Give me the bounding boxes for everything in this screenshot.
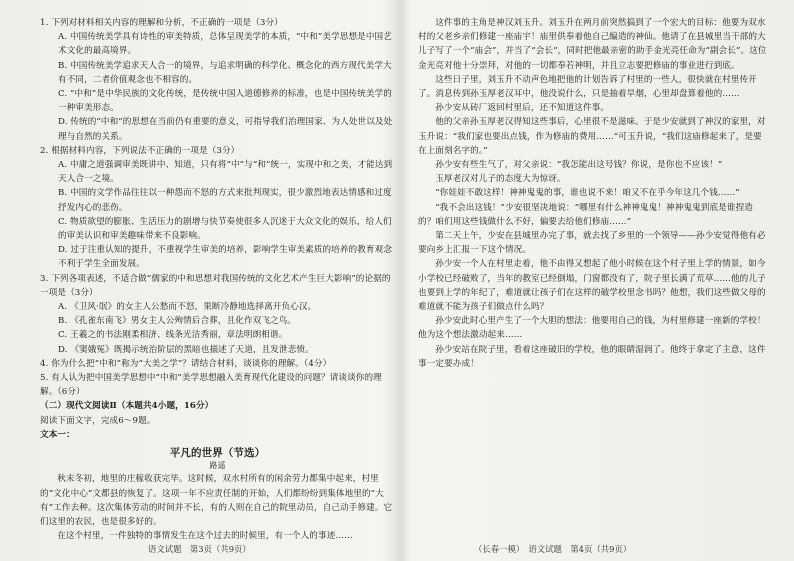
option-1d: D. 传统的“中和”的思想在当前仍有重要的意义，可指导我们治理国家、为人处世以及处理与自然的关系。	[58, 117, 393, 142]
option-2c: C. 物质欲望的膨胀、生活压力的剧增与快节奏使很多人沉迷于大众文化的娱乐，给人们的审美认识和审美趣味带来不良影响。	[58, 216, 392, 242]
question-2: 2. 根据材料内容，下列说法不正确的一项是（3分）	[40, 145, 240, 156]
option-2a: A. 中庸之道强调审美既讲中、知道，只有将“中”与“和”统一，实现中和之美，才能达到天人合一之境。	[58, 160, 393, 185]
story-paragraph: “我不会出这钱！”少安很坚决地说：“哪里有什么神神鬼鬼！神神鬼鬼到底是谁捏造的？咱们用这些钱做什么不好，偏要去给他们修庙……”	[418, 202, 753, 227]
option-1b: B. 中国传统美学追求天人合一的境界，与追求明确的科学化、概念化的西方现代美学大有不同，二者价值观念也不相容的。	[58, 60, 392, 85]
page-footer-left: 语文试题 第3页（共9页）	[148, 544, 251, 554]
question-4: 4. 你为什么把“中和”称为“大美之学”？请结合材料，谈谈你的理解。（4分）	[40, 358, 332, 369]
story-paragraph: 孙少安有些生气了，对父亲说：“我怎能出这号钱？你说，是你也不应该！”	[435, 160, 723, 171]
story-paragraph: 秋末冬初，地里的庄稼收获完毕。这时候，双水村所有的闲余劳力都集中起来，村里的“文化中心”文都县的恢复了。这项一年不应责任制的开始，人们都纷纷到集体地里的“大有”工作去种。这次集体劳动的时间并不长，有的人则在自己的院里动员，自己动手修建。它们这里的农民，也是很多好的。	[40, 474, 393, 527]
story-paragraph: 孙少安此时心里产生了一个大胆的想法：他要用自己的钱，为村里修建一座新的学校！他为这个想法激动起来……	[418, 316, 766, 341]
right-page	[418, 16, 770, 535]
question-5: 5. 有人认为把中国美学思想中“中和”美学思想融入美育现代化建设的问题？请谈谈你的理解。（6分）	[40, 373, 382, 398]
text-label: 文本一：	[40, 429, 75, 440]
option-2b: B. 中国的文学作品往往以一种怨而不怒的方式来批判现实，很少激烈地表达情感和过度抒发内心的悲伤。	[58, 188, 392, 213]
story-paragraph: 孙少安一个人在村里走着，他不由得又想起了他小时候在这个村子里上学的情景，如今小学校已经破败了，当年的教室已经倒塌，门窗都没有了，院子里长满了荒草……他的儿子也要到上学的年纪了，难道就让孩子们在这样的破学校里念书吗？他想，我们这些做父母的难道就不能为孩子们做点什么吗？	[418, 259, 766, 313]
reading-instruction: 阅读下面文字，完成6～9题。	[40, 415, 156, 426]
story-paragraph: 这件事的主角是神汉刘玉升。刘玉升在两月前突然搞到了一个宏大的目标：他要为双水村的父老乡亲们修建一座庙宇！庙里供奉着他自己编造的神仙。他请了在县城里当干部的大儿子写了一个“庙会”，并当了“会长”，同时把他最亲密的助手金光亮任命为“副会长”。这位金光亮对他十分崇拜，对他的一切都奉若神明，并且立志要把修庙的事业进行到底。	[418, 18, 767, 71]
option-1a: A. 中国传统美学具有诗性的审美特质，总体呈现美学的本质，“中和”美学思想是中国艺术文化的最高境界。	[58, 32, 392, 57]
story-paragraph: 他的父亲孙玉厚老汉得知这些事后，心里很不是滋味。于是少安就到了神汉的家里，对玉升说：“我们家也要出点钱，作为修庙的费用……”可玉升说，“我们这庙修起来了，是要在上面刻名字的。”	[418, 117, 766, 156]
story-paragraph: “你娃娃不敢这样！神神鬼鬼的事，谁也说不来！咱又不在乎今年这几个钱……”	[435, 188, 740, 199]
option-3d: D. 《窦娥冤》既揭示统治阶层的黑暗也描述了天道，且发泄悲愤。	[58, 344, 314, 355]
option-2d: D. 过于注重认知的提升，不重视学生审美的培养，影响学生审美素质的培养的教育观念不利于学生全面发展。	[58, 245, 393, 270]
story-paragraph: 玉厚老汉对儿子的态度大为惊讶。	[435, 174, 566, 185]
story-paragraph: 孙少安站在院子里，看着这座破旧的学校，他的眼睛湿润了。他终于拿定了主意，这件事一定要办成！	[418, 344, 766, 369]
story-paragraph: 这些日子里，刘玉升不动声色地把他的计划告诉了村里的一些人，很快就在村里传开了。消息传到孙玉厚老汉耳中，他没说什么，只是抽着旱烟，心里却盘算着他的……	[418, 74, 757, 100]
option-3b: B. 《孔雀东南飞》男女主人公殉情后合葬，且化作双飞之鸟。	[58, 316, 297, 327]
story-title: 平凡的世界（节选）	[169, 447, 266, 460]
option-3c: C. 王羲之的书法刚柔相济、线条光洁秀丽，章法明朗相谐。	[58, 330, 288, 341]
question-1: 1. 下列对材料相关内容的理解和分析，不正确的一项是（3分）	[40, 18, 283, 28]
option-1c: C. “中和”是中华民族的文化传统，是传统中国人道德修养的标准，也是中国传统美学的一种审美形态。	[58, 89, 392, 114]
page-fold	[395, 0, 409, 561]
story-paragraph: 在这个村里，一件独特的事情发生在这个过去的时候里，有一个人的事迹……	[57, 531, 353, 542]
option-3a: A. 《卫风·氓》的女主人公愁而不怒，果断冷静地选择离开负心汉。	[58, 302, 317, 313]
left-page	[40, 16, 395, 542]
story-paragraph: 第二天上午，少安在县城里办完了事，就去找了乡里的一个领导——孙少安觉得他有必要向乡上汇报一下这个情况。	[418, 231, 766, 256]
story-author: 路遥	[209, 461, 226, 471]
page-footer-right: （长春一模） 语文试题 第4页（共9页）	[474, 544, 632, 554]
question-3: 3. 下列各项表述，不适合做“儒家的中和思想对我国传统的文化艺术产生巨大影响”的论据的一项是（3分）	[40, 273, 391, 298]
story-paragraph: 孙少安从砖厂返回村里后，还不知道这件事。	[435, 103, 610, 114]
section-heading: （二）现代文阅读Ⅱ（本题共4小题，16分）	[40, 401, 214, 412]
